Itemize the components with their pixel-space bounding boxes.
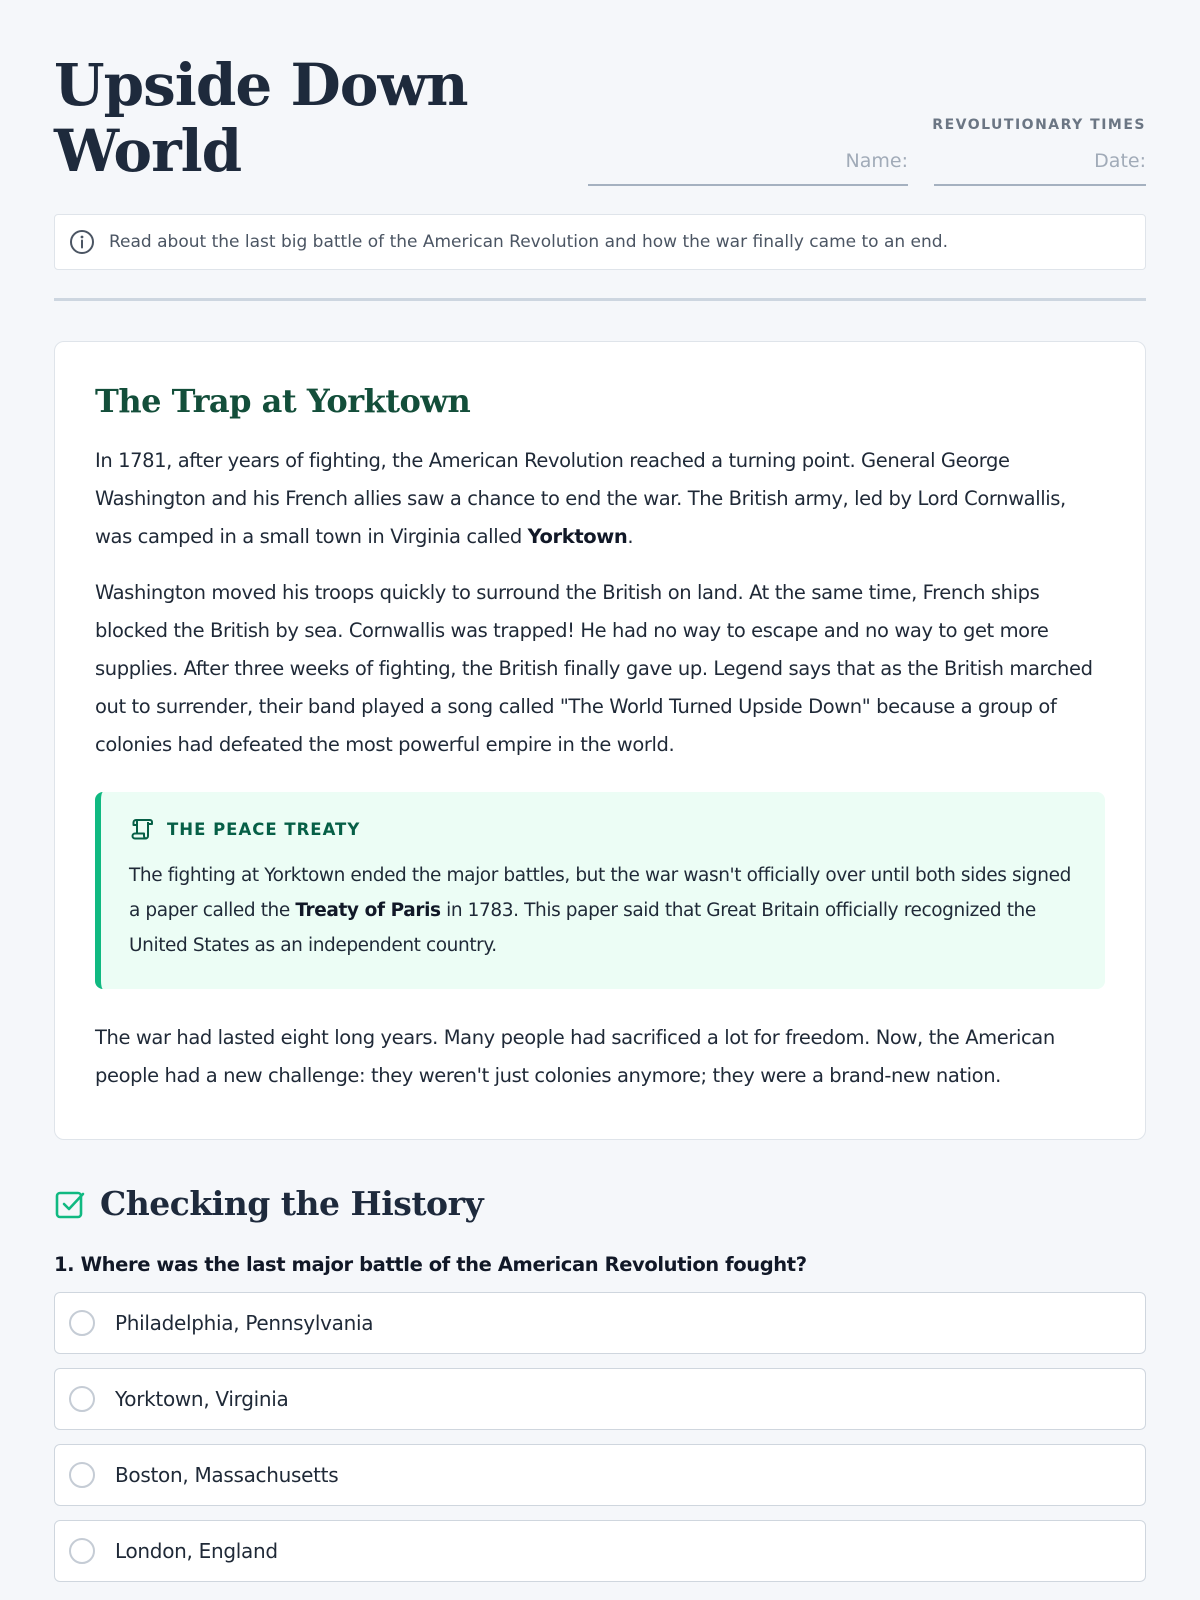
article-paragraph-2: Washington moved his troops quickly to surround the British on land. At the same time, French ships blocked the British by sea. Cornwallis was trapped! He had no way to escape and no way to get more supplies. After three weeks of fighting, the British finally gave up. Legend says that as the British marched out to surrender, their band played a song called "The World Turned Upside Down" because a group of colonies had defeated the most powerful empire in the world. (95, 581, 1093, 756)
article-card (54, 341, 1146, 1140)
callout-header (129, 816, 1075, 842)
answer-option[interactable] (54, 1368, 1146, 1430)
worksheet-header (54, 0, 1146, 200)
scroll-icon (129, 816, 155, 842)
question-1: 1. Where was the last major battle of the American Revolution fought? (54, 1253, 807, 1276)
article-heading: The Trap at Yorktown (95, 382, 471, 420)
treaty-callout (95, 792, 1105, 989)
brand-label: REVOLUTIONARY TIMES (932, 117, 1146, 133)
p1-bold-yorktown: Yorktown (527, 525, 628, 548)
option-label: Yorktown, Virginia (115, 1387, 289, 1411)
divider (54, 298, 1146, 301)
option-label: London, England (115, 1539, 278, 1563)
radio-button[interactable] (69, 1310, 95, 1336)
info-icon (69, 229, 95, 255)
name-field[interactable] (588, 148, 908, 186)
radio-button[interactable] (69, 1538, 95, 1564)
p1-text: In 1781, after years of fighting, the American Revolution reached a turning point. General George Washington and his French allies saw a chance to end the war. The British army, led by Lord Cornwallis, was camped in a small town in Virginia called (95, 449, 1066, 548)
article-paragraph-3: The war had lasted eight long years. Many people had sacrificed a lot for freedom. Now, the American people had a new challenge: they weren't just colonies anymore; they were a brand-new nation. (95, 1026, 1055, 1087)
answer-option[interactable] (54, 1520, 1146, 1582)
callout-bold-treaty: Treaty of Paris (295, 900, 441, 921)
date-label: Date: (1094, 150, 1146, 172)
article-paragraph-1 (95, 442, 1105, 556)
intro-box (54, 214, 1146, 270)
name-label: Name: (845, 150, 908, 172)
answer-option[interactable] (54, 1444, 1146, 1506)
answer-options (54, 1292, 1146, 1582)
intro-text: Read about the last big battle of the American Revolution and how the war finally came to an end. (109, 232, 948, 252)
title-line-2: World (54, 117, 242, 185)
callout-text-b: in 1783. This paper said that Great Britain officially recognized the United States as an independent country. (129, 900, 1036, 956)
page-title (54, 52, 468, 184)
p1-end: . (627, 525, 634, 548)
title-line-1: Upside Down (54, 51, 468, 119)
callout-text-a: The fighting at Yorktown ended the major battles, but the war wasn't officially over until both sides signed a paper called the (129, 865, 1071, 921)
checkbox-icon (54, 1188, 86, 1220)
option-label: Boston, Massachusetts (115, 1463, 339, 1487)
radio-button[interactable] (69, 1386, 95, 1412)
quiz-header (54, 1184, 1146, 1223)
radio-button[interactable] (69, 1462, 95, 1488)
quiz-heading: Checking the History (100, 1184, 484, 1223)
option-label: Philadelphia, Pennsylvania (115, 1311, 374, 1335)
date-field[interactable] (934, 148, 1146, 186)
callout-title: THE PEACE TREATY (167, 819, 361, 839)
answer-option[interactable] (54, 1292, 1146, 1354)
callout-text (129, 858, 1075, 963)
